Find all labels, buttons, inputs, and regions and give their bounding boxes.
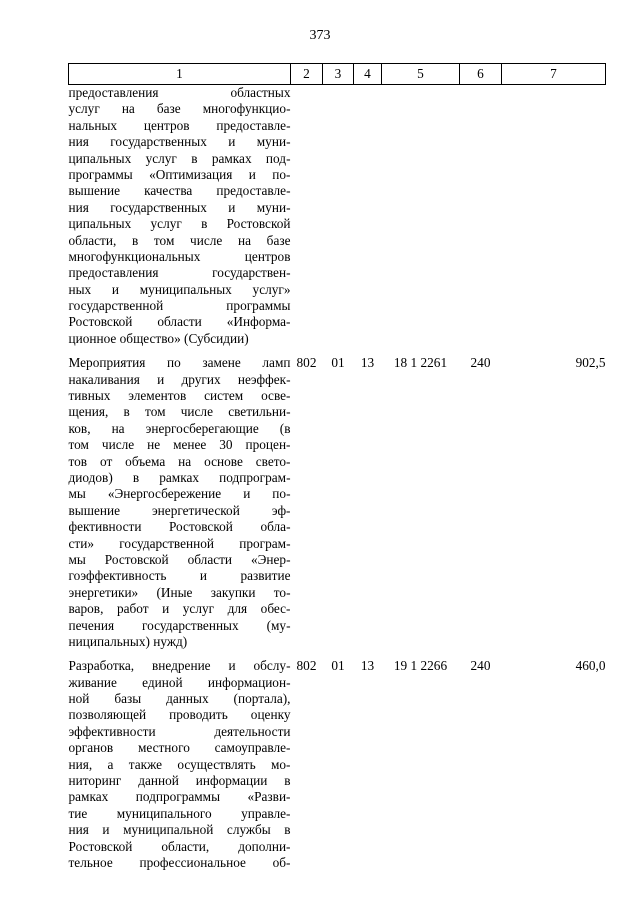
cell-col4: 13 (360, 658, 375, 674)
table-header-row (69, 64, 606, 85)
description-line: живание единой информацион- (68, 674, 291, 690)
description-line: тов от объема на основе свето- (68, 453, 291, 469)
description-line: диодов) в рамках подпрограм- (68, 469, 291, 485)
description-line: ния, а также осуществлять мо- (68, 756, 291, 772)
description-line: вышение энергетической эф- (68, 502, 291, 518)
description-line: ния и муниципальной службы в (68, 822, 291, 838)
cell-col2: 802 (296, 658, 317, 674)
cell-col2: 802 (296, 355, 317, 371)
description-line: ционное общество» (Субсидии) (68, 330, 249, 346)
description-line: ния государственных и муни- (68, 199, 291, 215)
cell-col6: 240 (470, 658, 491, 674)
description-line: гоэффективность и развитие (68, 568, 291, 584)
description-line: щения, в том числе светильни- (68, 404, 291, 420)
appropriations-table (68, 63, 606, 871)
description-line: том числе не менее 30 процен- (68, 437, 291, 453)
description-line: ния государственных и муни- (68, 134, 291, 150)
table-row (69, 85, 606, 348)
cell-col7: 460,0 (575, 658, 606, 674)
description-line: энергетики» (Иные закупки то- (68, 584, 291, 600)
description-line: государственной программы (68, 298, 291, 314)
cell-col3: 01 (331, 658, 345, 674)
cell-col7: 902,5 (575, 355, 606, 371)
description-line: программы «Оптимизация и по- (68, 166, 291, 182)
column-header: 7 (502, 64, 606, 85)
description-line: ниторинг данной информации в (68, 773, 291, 789)
description-line: Разработка, внедрение и обслу- (68, 658, 291, 674)
description-line: предоставления областных (68, 85, 291, 100)
description-line: Мероприятия по замене ламп (68, 355, 291, 371)
column-header: 1 (69, 64, 291, 85)
cell-col5: 18 1 2261 (393, 355, 448, 371)
cell-col6: 240 (470, 355, 491, 371)
cell-col6 (460, 85, 502, 348)
cell-col4 (354, 85, 382, 348)
table-row (69, 347, 606, 650)
description-line: накаливания и других неэффек- (68, 371, 291, 387)
cell-col3 (323, 85, 354, 348)
column-header: 4 (354, 64, 382, 85)
column-header: 6 (460, 64, 502, 85)
description-line: тие муниципального управле- (68, 805, 291, 821)
description-line: многофункциональных центров (68, 248, 291, 264)
column-header: 2 (291, 64, 323, 85)
page-number: 373 (309, 28, 331, 43)
description-line: мы «Энергосбережение и по- (68, 486, 291, 502)
cell-col5: 19 1 2266 (393, 658, 448, 674)
cell-col2 (291, 85, 323, 348)
row-description (69, 85, 291, 348)
column-header: 5 (382, 64, 460, 85)
description-line: ципальных услуг в Ростовской (68, 216, 291, 232)
description-line: предоставления государствен- (68, 265, 291, 281)
description-line: фективности Ростовской обла- (68, 519, 291, 535)
cell-col5 (382, 85, 460, 348)
description-line: эффективности деятельности (68, 723, 291, 739)
description-line: мы Ростовской области «Энер- (68, 551, 291, 567)
description-line: ных и муниципальных услуг» (68, 281, 291, 297)
row-description (69, 347, 291, 650)
description-line: Ростовской области «Информа- (68, 314, 291, 330)
description-line: нальных центров предоставле- (68, 117, 291, 133)
description-line: органов местного самоуправле- (68, 740, 291, 756)
description-line: ной базы данных (портала), (68, 691, 291, 707)
description-line: тивных элементов систем осве- (68, 388, 291, 404)
description-line: тельное профессиональное об- (68, 854, 291, 870)
description-line: рамках подпрограммы «Разви- (68, 789, 291, 805)
table-row (69, 650, 606, 871)
cell-col7 (502, 85, 606, 348)
description-line: ков, на энергосберегающие (в (68, 420, 291, 436)
description-line: вышение качества предоставле- (68, 183, 291, 199)
cell-col3: 01 (331, 355, 345, 371)
cell-col4: 13 (360, 355, 375, 371)
description-line: печения государственных (му- (68, 617, 291, 633)
description-line: области, в том числе на базе (68, 232, 291, 248)
description-line: сти» государственной програм- (68, 535, 291, 551)
row-description (69, 650, 291, 871)
description-line: ципальных услуг в рамках под- (68, 150, 291, 166)
column-header: 3 (323, 64, 354, 85)
description-line: услуг на базе многофункцио- (68, 101, 291, 117)
description-line: позволяющей проводить оценку (68, 707, 291, 723)
description-line: Ростовской области, дополни- (68, 838, 291, 854)
description-line: варов, работ и услуг для обес- (68, 601, 291, 617)
description-line: ниципальных) нужд) (68, 633, 188, 649)
